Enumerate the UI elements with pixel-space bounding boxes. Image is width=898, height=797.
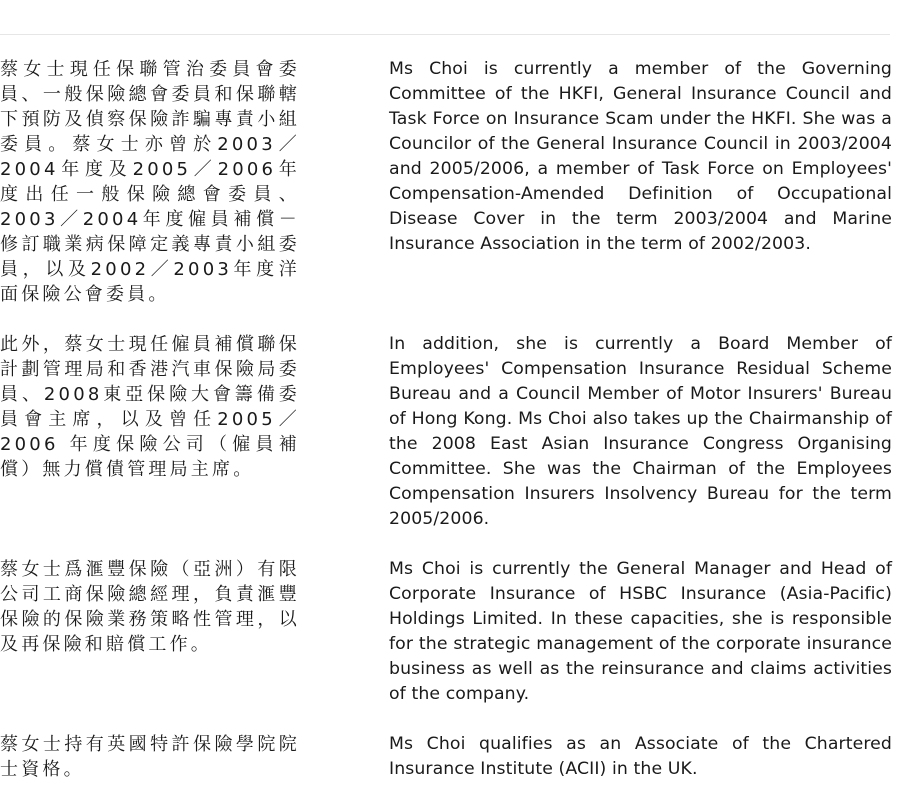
english-paragraph-3: Ms Choi is currently the General Manager and Head of Corporate Insurance of HSBC Insurance (Asia-Pacific) Holdings Limited. In these capacities, she is responsible for the strategic management of the corporate insurance business as well as the reinsurance and claims activities of the company. — [389, 559, 892, 704]
chinese-paragraph-4: 蔡女士持有英國特許保險學院院士資格。 — [0, 734, 300, 780]
chinese-paragraph-3: 蔡女士爲滙豐保險（亞洲）有限公司工商保險總經理，負責滙豐保險的保險業務策略性管理，以及再保險和賠償工作。 — [0, 559, 300, 655]
chinese-paragraph-2: 此外，蔡女士現任僱員補償聯保計劃管理局和香港汽車保險局委員、2008東亞保險大會籌備委員會主席，以及曾任2005／2006 年度保險公司（僱員補償）無力償債管理局主席。 — [0, 334, 300, 480]
english-paragraph-4: Ms Choi qualifies as an Associate of the Chartered Insurance Institute (ACII) in the UK. — [389, 734, 892, 779]
chinese-paragraph-1: 蔡女士現任保聯管治委員會委員、一般保險總會委員和保聯轄下預防及偵察保險詐騙專責小組委員。蔡女士亦曾於2003／2004年度及2005／2006年度出任一般保險總會委員、2003／2004年度僱員補償－修訂職業病保障定義專責小組委員，以及2002／2003年度洋面保險公會委員。 — [0, 59, 300, 305]
english-paragraph-1: Ms Choi is currently a member of the Governing Committee of the HKFI, General Insurance Council and Task Force on Insurance Scam under the HKFI. She was a Councilor of the General Insurance Council in 2003/2004 and 2005/2006, a member of Task Force on Employees' Compensation-Amended Definition of Occupational Disease Cover in the term 2003/2004 and Marine Insurance Association in the term of 2002/2003. — [389, 59, 892, 254]
top-divider — [0, 34, 890, 35]
english-paragraph-2: In addition, she is currently a Board Member of Employees' Compensation Insurance Residual Scheme Bureau and a Council Member of Motor Insurers' Bureau of Hong Kong. Ms Choi also takes up the Chairmanship of the 2008 East Asian Insurance Congress Organising Committee. She was the Chairman of the Employees Compensation Insurers Insolvency Bureau for the term 2005/2006. — [389, 334, 892, 529]
